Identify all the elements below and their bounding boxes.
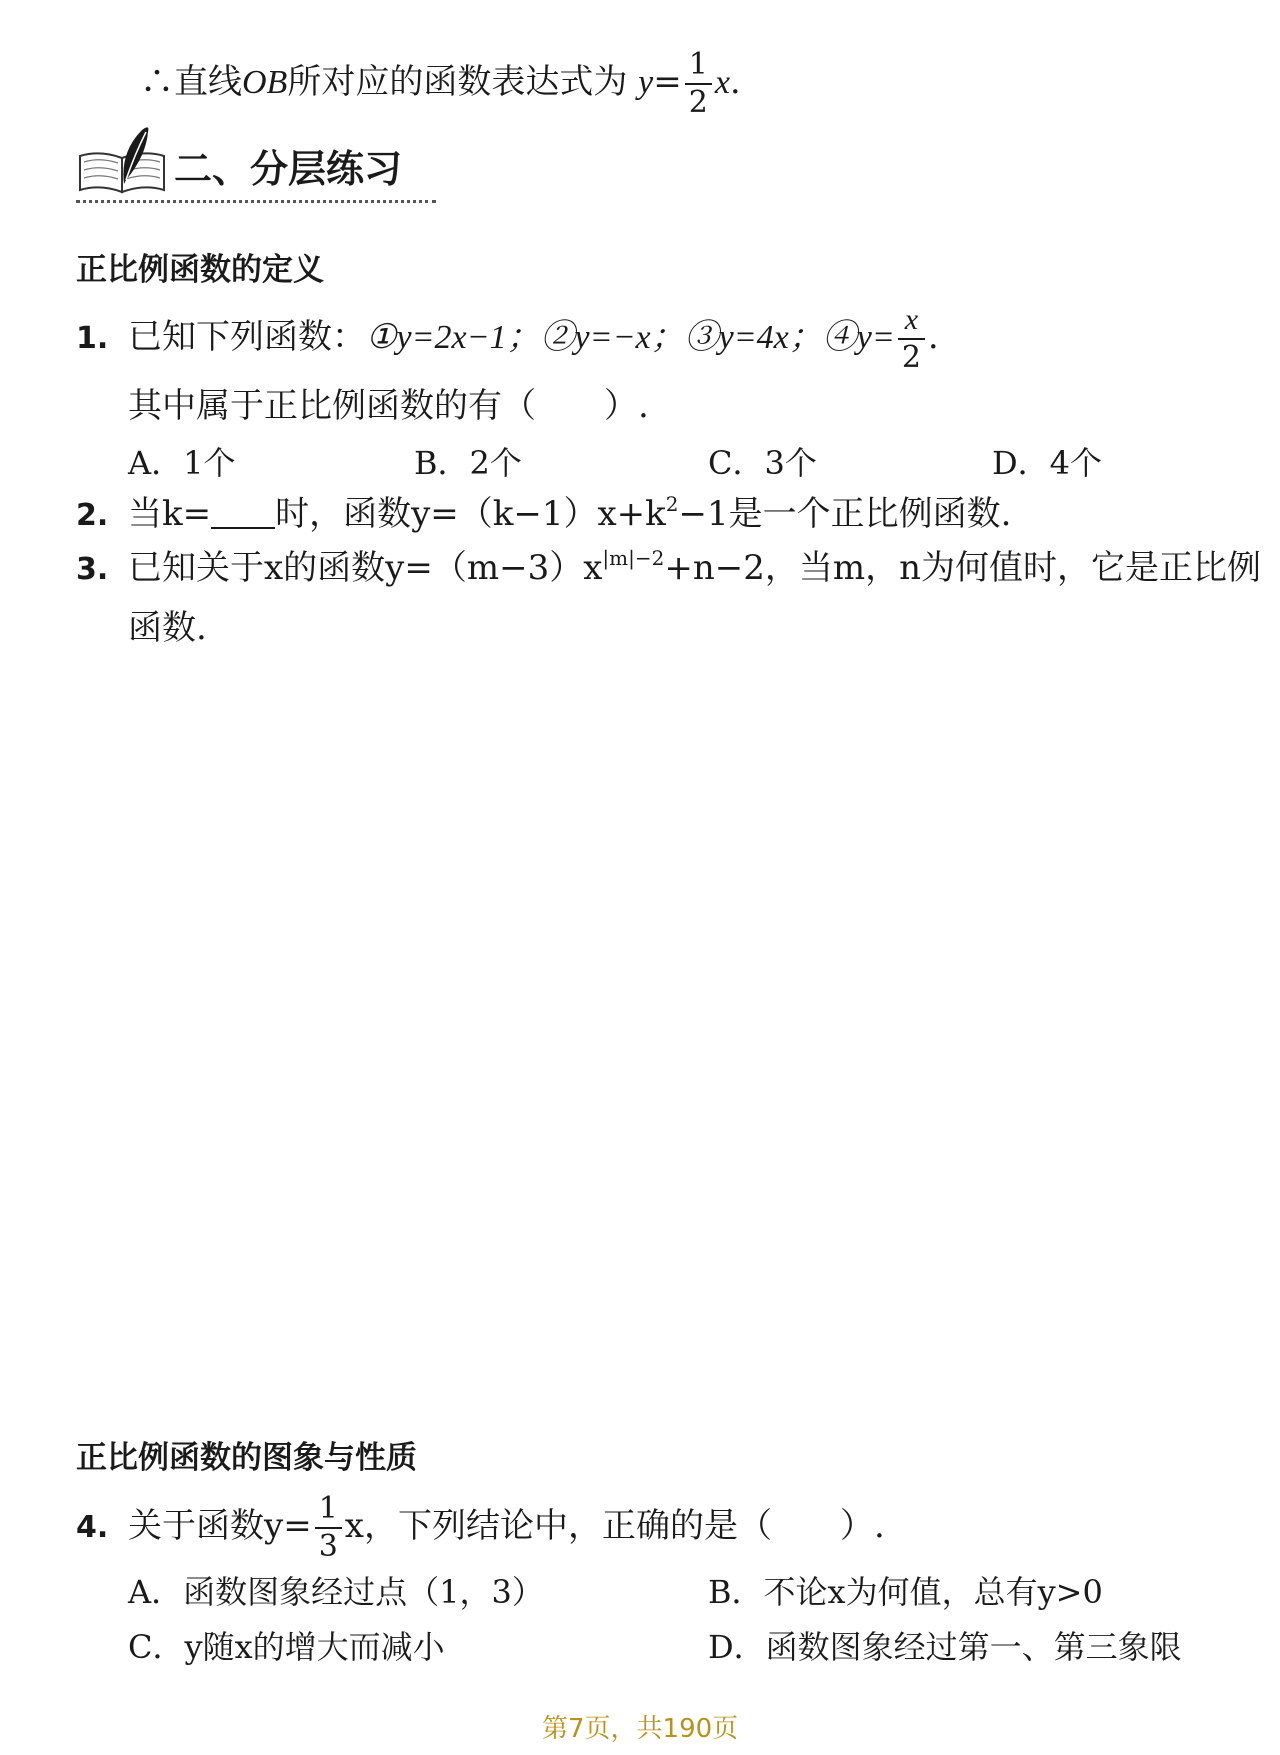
topic-heading-definition: 正比例函数的定义 <box>76 252 324 288</box>
section-header <box>76 122 436 202</box>
line-name: OB <box>242 64 288 101</box>
frac-den: 3 <box>315 1527 342 1562</box>
q3-exponent: |m|−2 <box>602 546 665 570</box>
q1-f2: ②y=−x； <box>540 319 685 356</box>
q2-exponent: 2 <box>665 492 679 516</box>
conclusion-prefix: ∴直线 <box>140 62 242 102</box>
q1-fraction <box>898 305 925 373</box>
q4-option-c: C．y随x的增大而减小 <box>128 1628 445 1666</box>
q4-fraction <box>315 1491 342 1564</box>
frac-num: x <box>904 303 919 336</box>
section-title: 二、分层练习 <box>174 147 403 191</box>
question-number: 3. <box>76 552 109 587</box>
conclusion-middle: 所对应的函数表达式为 <box>287 62 628 102</box>
q1-option-d: D．4个 <box>992 444 1103 482</box>
q2-end: −1是一个正比例函数. <box>678 494 1012 534</box>
q2-after: 时，函数y=（k−1）x+k <box>275 494 666 534</box>
q1-question: 其中属于正比例函数的有（ ）. <box>128 386 649 426</box>
y-var: y <box>638 64 654 101</box>
frac-num: 1 <box>318 1491 338 1526</box>
frac-den: 2 <box>898 338 925 373</box>
q4-option-d: D．函数图象经过第一、第三象限 <box>708 1628 1182 1666</box>
conclusion-line <box>140 47 741 120</box>
topic-heading-graph-properties: 正比例函数的图象与性质 <box>76 1440 417 1476</box>
question-number: 4. <box>76 1510 109 1545</box>
question-3 <box>76 548 1261 590</box>
q1-option-c: C．3个 <box>708 444 817 482</box>
page-number-footer: 第7页，共190页 <box>542 1714 739 1744</box>
q1-f4-prefix: ④y= <box>822 319 895 356</box>
book-leaf-icon <box>76 122 172 198</box>
equals: = <box>653 62 682 102</box>
question-number: 1. <box>76 321 109 356</box>
q4-option-b: B．不论x为何值，总有y>0 <box>708 1573 1103 1611</box>
q4-prefix: 关于函数y= <box>128 1506 312 1546</box>
conclusion-end: . <box>729 62 741 102</box>
q3-line2: 函数. <box>128 608 207 648</box>
q4-suffix: x，下列结论中，正确的是（ ）. <box>344 1506 885 1546</box>
q3-before: 已知关于x的函数y=（m−3）x <box>128 548 603 588</box>
q1-option-b: B．2个 <box>414 444 522 482</box>
q4-option-a: A．函数图象经过点（1，3） <box>128 1573 544 1611</box>
frac-num: 1 <box>688 47 708 82</box>
question-2 <box>76 494 1011 536</box>
answer-blank[interactable] <box>211 497 275 529</box>
question-4 <box>76 1491 885 1564</box>
q1-option-a: A．1个 <box>128 444 236 482</box>
question-1 <box>76 305 939 373</box>
x-var: x <box>714 64 730 101</box>
fraction-one-half <box>685 47 712 120</box>
question-number: 2. <box>76 498 109 533</box>
q1-f3: ③y=4x； <box>684 319 823 356</box>
q3-after: +n−2，当m，n为何值时，它是正比例 <box>664 548 1261 588</box>
section-divider <box>76 200 436 203</box>
frac-den: 2 <box>685 83 712 118</box>
q1-f1: ①y=2x−1； <box>366 319 541 356</box>
q1-f4-end: . <box>927 317 939 357</box>
q2-before: 当k= <box>128 494 212 534</box>
q1-lead: 已知下列函数： <box>128 317 366 357</box>
